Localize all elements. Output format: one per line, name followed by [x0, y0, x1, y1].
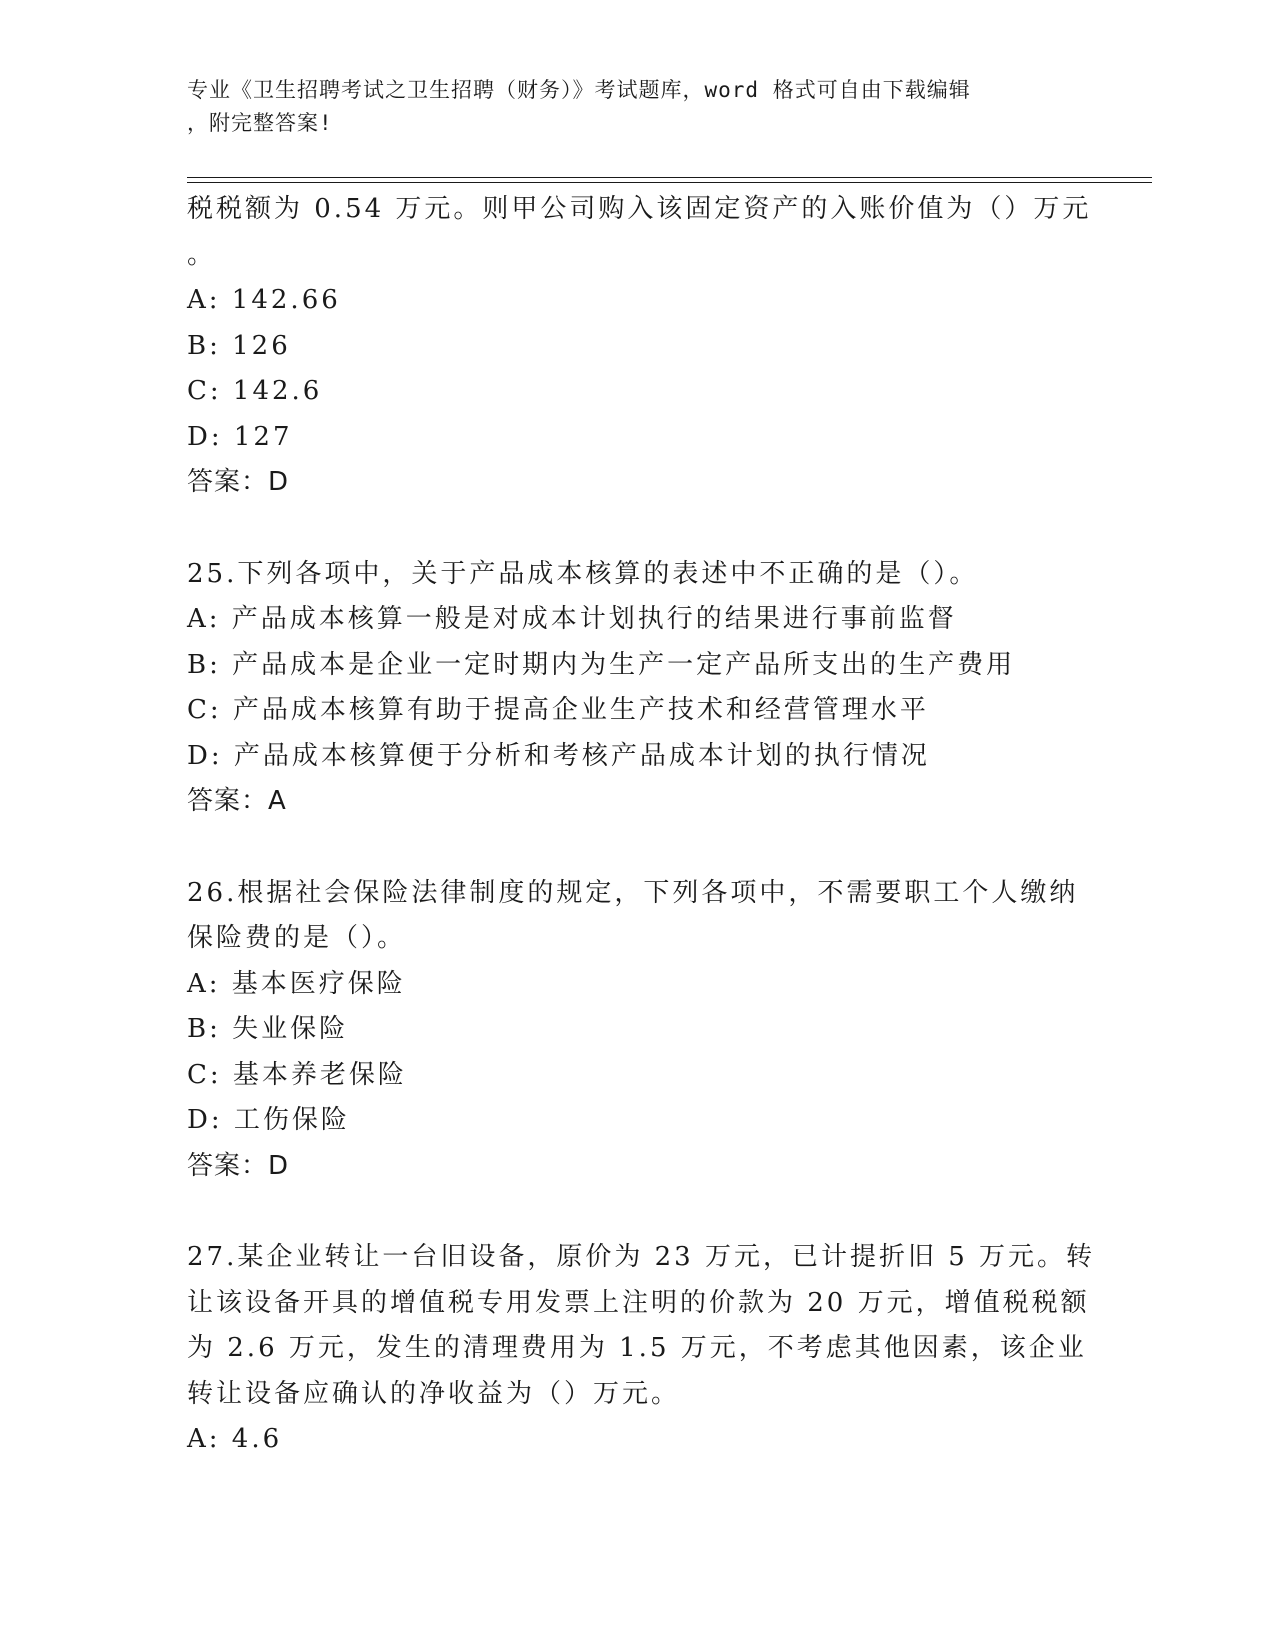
- option-a: A: 142.66: [187, 285, 341, 315]
- question-stem: 为 2.6 万元，发生的清理费用为 1.5 万元，不考虑其他因素，该企业: [187, 1333, 1087, 1363]
- header-line-1: 专业《卫生招聘考试之卫生招聘（财务）》考试题库，word 格式可自由下载编辑: [187, 78, 971, 102]
- option-c: C: 产品成本核算有助于提高企业生产技术和经营管理水平: [187, 695, 929, 725]
- option-c: C: 142.6: [187, 376, 323, 406]
- option-a: A: 4.6: [187, 1424, 283, 1454]
- answer: 答案：D: [187, 467, 290, 497]
- document-header: [187, 74, 1067, 140]
- question-stem: 税税额为 0.54 万元。则甲公司购入该固定资产的入账价值为（）万元: [187, 194, 1092, 224]
- option-a: A: 基本医疗保险: [187, 968, 406, 999]
- header-line-2: ，附完整答案!: [187, 111, 333, 135]
- answer: 答案：D: [187, 1150, 290, 1181]
- option-c: C: 基本养老保险: [187, 1059, 407, 1090]
- question-25: [187, 552, 1067, 825]
- option-b: B: 126: [187, 330, 291, 361]
- question-stem: 26.根据社会保险法律制度的规定，下列各项中，不需要职工个人缴纳: [187, 877, 1079, 908]
- option-b: B: 失业保险: [187, 1014, 349, 1044]
- header-divider-top: [187, 177, 1152, 178]
- question-list: [187, 187, 1096, 1463]
- option-a: A: 产品成本核算一般是对成本计划执行的结果进行事前监督: [187, 604, 957, 634]
- option-b: B: 产品成本是企业一定时期内为生产一定产品所支出的生产费用: [187, 649, 1016, 680]
- option-d: D: 产品成本核算便于分析和考核产品成本计划的执行情况: [187, 740, 930, 771]
- question-24: [187, 187, 1092, 506]
- question-stem: 保险费的是（）。: [187, 923, 407, 953]
- question-stem: 让该设备开具的增值税专用发票上注明的价款为 20 万元，增值税税额: [187, 1287, 1090, 1318]
- answer: 答案：A: [187, 786, 287, 816]
- question-stem: 转让设备应确认的净收益为（）万元。: [187, 1378, 681, 1409]
- question-stem: 25.下列各项中，关于产品成本核算的表述中不正确的是（）。: [187, 558, 979, 589]
- header-divider-bottom: [187, 182, 1152, 183]
- option-d: D: 工伤保险: [187, 1105, 350, 1135]
- question-stem: 。: [187, 239, 217, 270]
- question-26: [187, 871, 1079, 1190]
- question-stem: 27.某企业转让一台旧设备，原价为 23 万元，已计提折旧 5 万元。转: [187, 1242, 1096, 1272]
- question-27: [187, 1235, 1096, 1463]
- option-d: D: 127: [187, 421, 293, 452]
